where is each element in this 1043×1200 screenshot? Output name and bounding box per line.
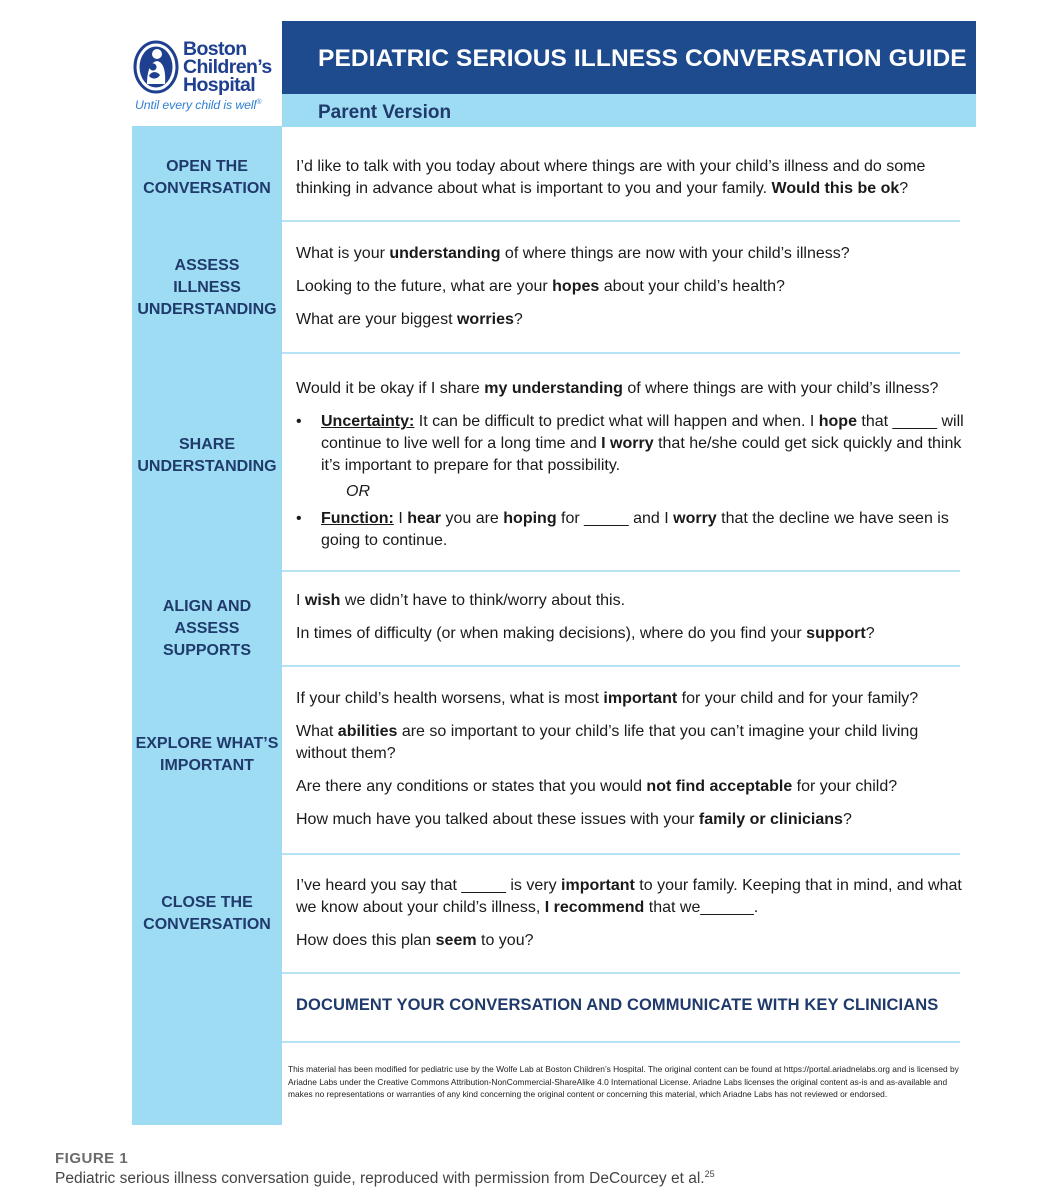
section-label-open (132, 156, 282, 200)
assess-question-1 (296, 243, 966, 265)
label-line: ASSESS (174, 257, 240, 274)
document-instruction: DOCUMENT YOUR CONVERSATION AND COMMUNICATE WITH KEY CLINICIANS (296, 996, 939, 1014)
text: for your child? (792, 778, 898, 795)
section-divider (282, 570, 960, 572)
text: for your child and for your family? (677, 690, 919, 707)
text: It can be difficult to predict what will happen and when. I (414, 413, 819, 430)
open-statement (296, 156, 966, 200)
text: of where things are now with your child’s illness? (500, 245, 850, 262)
section-content-open (296, 156, 966, 211)
emphasis: important (561, 877, 635, 894)
citation-ref: 25 (704, 1169, 715, 1179)
text: Are there any conditions or states that you would (296, 778, 647, 795)
label-line: CONVERSATION (143, 916, 271, 933)
label-line: CLOSE THE (161, 894, 253, 911)
text: that the decline we have seen is going to continue. (321, 510, 949, 549)
text: How much have you talked about these issues with your (296, 811, 699, 828)
section-label-explore (132, 733, 282, 777)
label-line: ILLNESS (173, 279, 241, 296)
explore-question-3 (296, 776, 966, 798)
tagline-text: Until every child is well (135, 98, 257, 112)
section-content-align (296, 590, 966, 656)
emphasis: hear (407, 510, 442, 527)
bullet-heading: Uncertainty: (321, 413, 415, 430)
label-line: ALIGN AND (162, 598, 252, 615)
text: are so important to your child’s life that you can’t imagine your child living without them? (296, 723, 919, 762)
emphasis: wish (304, 592, 341, 609)
guide-subheader (282, 94, 976, 127)
emphasis: support (806, 625, 866, 642)
label-line: UNDERSTANDING (137, 458, 277, 475)
guide-title: PEDIATRIC SERIOUS ILLNESS CONVERSATION GUIDE (318, 45, 967, 72)
section-divider (282, 220, 960, 222)
child-and-mother-emblem-icon (133, 40, 179, 94)
emphasis: Would this be ok (771, 180, 900, 197)
emphasis: worries (456, 311, 514, 328)
align-question-2 (296, 623, 966, 645)
section-label-align (132, 596, 282, 662)
emphasis: not find acceptable (646, 778, 793, 795)
text: I’ve heard you say that _____ is very (296, 877, 562, 894)
emphasis: understanding (389, 245, 501, 262)
section-label-assess (132, 255, 282, 321)
text: I (296, 592, 305, 609)
section-content-assess (296, 243, 966, 342)
align-statement-1 (296, 590, 966, 612)
text: for _____ and I (556, 510, 674, 527)
text: What are your biggest (296, 311, 457, 328)
assess-question-2 (296, 276, 966, 298)
hospital-logo (133, 38, 283, 118)
label-line: EXPLORE WHAT’S (135, 735, 279, 752)
text: about your child’s health? (599, 278, 785, 295)
emphasis: my understanding (484, 380, 623, 397)
text: I (393, 510, 408, 527)
close-recommendation (296, 875, 966, 919)
explore-question-1 (296, 688, 966, 710)
text: we didn’t have to think/worry about this. (340, 592, 626, 609)
section-divider (282, 972, 960, 974)
text: to you? (476, 932, 534, 949)
emphasis: seem (435, 932, 477, 949)
caption-text: Pediatric serious illness conversation guide, reproduced with permission from DeCourcey et al. (55, 1170, 705, 1188)
emphasis: hopes (552, 278, 600, 295)
emphasis: I recommend (544, 899, 645, 916)
section-divider (282, 1041, 960, 1043)
explore-question-4 (296, 809, 966, 831)
text: ? (842, 811, 852, 828)
label-line: UNDERSTANDING (137, 301, 277, 318)
bullet-dot: • (296, 413, 302, 430)
emphasis: abilities (337, 723, 398, 740)
text: you are (441, 510, 504, 527)
label-line: CONVERSATION (143, 180, 271, 197)
text: to your family. Keeping that in mind, and what we know about your child’s illness, (296, 877, 962, 916)
text: ? (899, 180, 909, 197)
text: What (296, 723, 338, 740)
text: I’d like to talk with you today about where things are with your child’s illness and do some thinking in advance about what is important to you and your family. (296, 158, 926, 197)
text: that _____ will continue to live well for a long time and (321, 413, 964, 452)
text: ? (865, 625, 875, 642)
section-content-close (296, 875, 966, 963)
emphasis: family or clinicians (698, 811, 843, 828)
section-label-share (132, 434, 282, 478)
label-line: ASSESS SUPPORTS (162, 620, 251, 659)
or-separator: OR (346, 483, 370, 500)
label-line: IMPORTANT (160, 757, 254, 774)
text: Looking to the future, what are your (296, 278, 553, 295)
emphasis: I worry (601, 435, 654, 452)
share-bullet-function (296, 508, 966, 552)
registered-mark: ® (256, 98, 262, 106)
section-divider (282, 665, 960, 667)
hospital-name-line-1: Boston (183, 38, 247, 60)
hospital-name (183, 40, 272, 94)
emphasis: worry (673, 510, 717, 527)
close-question (296, 930, 966, 952)
bullet-heading: Function: (321, 510, 394, 527)
text: that he/she could get sick quickly and think it’s important to prepare for that possibility. (321, 435, 962, 474)
text: In times of difficulty (or when making decisions), where do you find your (296, 625, 807, 642)
section-content-explore (296, 688, 966, 842)
guide-version: Parent Version (318, 102, 452, 123)
assess-question-3 (296, 309, 966, 331)
hospital-name-line-2: Children’s (183, 56, 272, 78)
section-divider (282, 352, 960, 354)
section-content-share (296, 378, 966, 556)
text: If your child’s health worsens, what is most (296, 690, 604, 707)
hospital-name-line-3: Hospital (183, 74, 256, 96)
emphasis: important (603, 690, 678, 707)
license-disclaimer: This material has been modified for pediatric use by the Wolfe Lab at Boston Children’s Hospital. The original content can be found at https://portal.ariadnelabs.org and is licensed by Ariadne Labs under the Creative Commons Attribution-NonCommercial-ShareAlike 4.0 International License. Ariadne Labs licenses the original content as-is and as-available and makes no representations or warranties of any kind concerning the original content or concerning this material, which Ariadne Labs has not reviewed or endorsed. (288, 1064, 959, 1099)
hospital-tagline (135, 98, 261, 112)
label-line: SHARE (178, 436, 235, 453)
share-intro (296, 378, 966, 400)
text: ? (513, 311, 523, 328)
text: Would it be okay if I share (296, 380, 485, 397)
explore-question-2 (296, 721, 966, 765)
text: that we______. (644, 899, 759, 916)
text: What is your (296, 245, 390, 262)
guide-header (282, 21, 976, 94)
section-label-close (132, 892, 282, 936)
emphasis: hoping (503, 510, 557, 527)
label-line: OPEN THE (166, 158, 248, 175)
section-divider (282, 853, 960, 855)
bullet-dot: • (296, 510, 302, 527)
figure-label: FIGURE 1 (55, 1150, 129, 1167)
emphasis: hope (818, 413, 857, 430)
text: of where things are with your child’s illness? (622, 380, 939, 397)
text: How does this plan (296, 932, 436, 949)
figure-caption (55, 1169, 715, 1188)
share-bullet-uncertainty (296, 411, 966, 477)
